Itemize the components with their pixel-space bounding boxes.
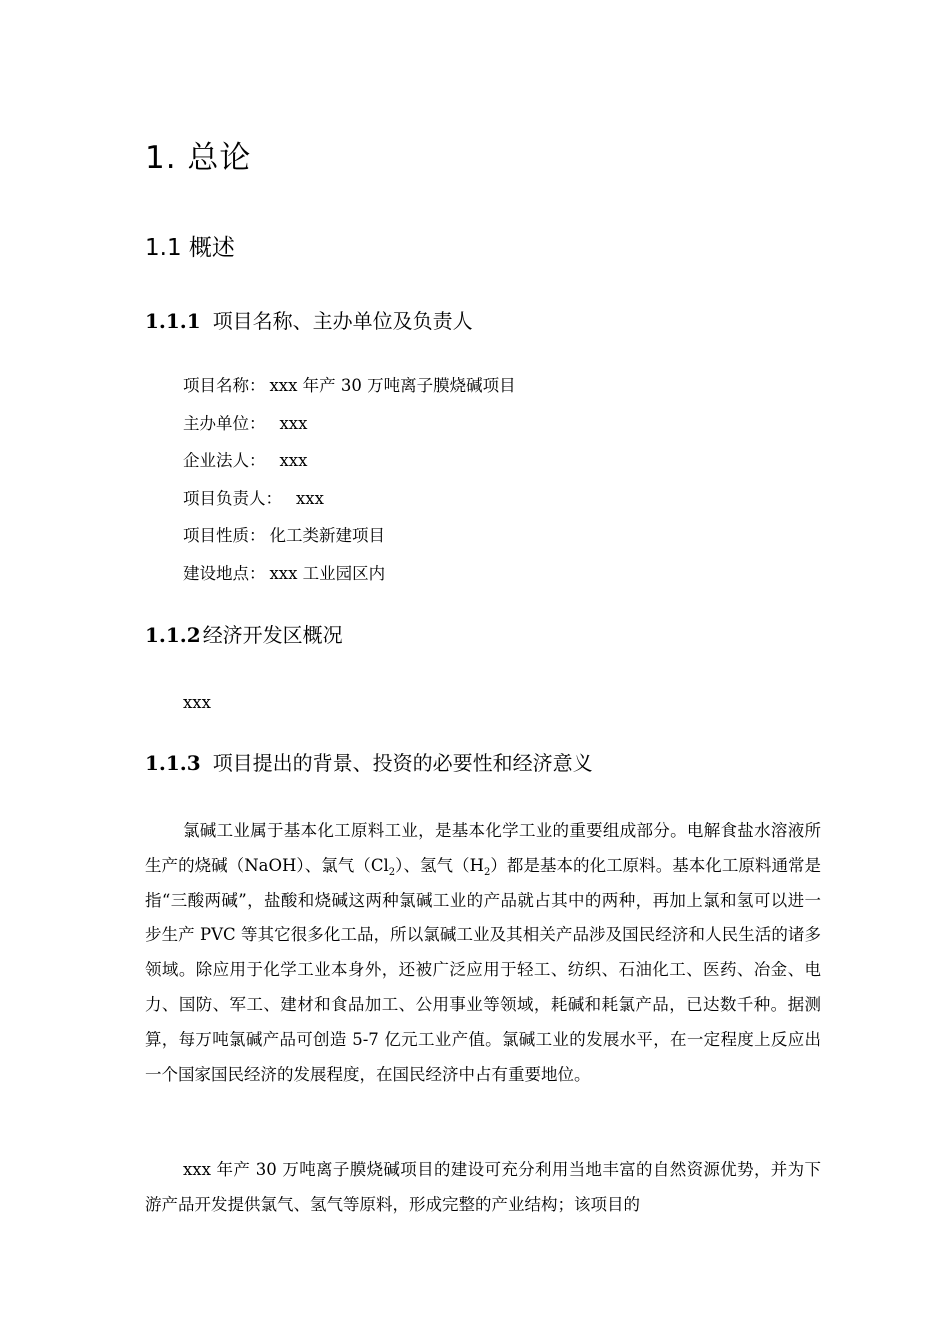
project-significance-paragraph: xxx 年产 30 万吨离子膜烧碱项目的建设可充分利用当地丰富的自然资源优势，并为下游产品开发提供氯气、氢气等原料，形成完整的产业结构；该项目的	[145, 1160, 821, 1214]
info-item-project-lead	[183, 484, 516, 522]
subscript: 2	[388, 866, 396, 878]
subsection-number: 1.1.2	[145, 623, 201, 647]
subsection-number: 1.1.1	[145, 309, 201, 333]
chapter-title: 1. 总论	[145, 140, 252, 176]
info-value: xxx 年产 30 万吨离子膜烧碱项目	[269, 376, 516, 395]
subsection-title: 经济开发区概况	[202, 623, 343, 647]
project-info-list	[183, 371, 516, 596]
info-value: xxx	[296, 488, 324, 508]
subsection-number: 1.1.3	[145, 751, 201, 775]
info-label: 项目负责人：	[183, 488, 282, 508]
info-item-project-name	[183, 371, 516, 409]
subsection-1-1-2-heading	[145, 620, 343, 650]
paragraph-text: ）都是基本的化工原料。基本化工原料通常是指“三酸两碱”，盐酸和烧碱这两种氯碱工业的产品就占其中的两种，再加上氯和氢可以进一步生产 PVC 等其它很多化工品，所以氯碱工业及其相关产品涉及国民经济和人民生活的诸多领域。除应用于化学工业本身外，还被广泛应用于轻工、纺织、石油化工、医药、冶金、电力、国防、军工、建材和食品加工、公用事业等领域，耗碱和耗氯产品，已达数千种。据测算，每万吨氯碱产品可创造 5-7 亿元工业产值。氯碱工业的发展水平，在一定程度上反应出一个国家国民经济的发展程度，在国民经济中占有重要地位。	[145, 855, 822, 1084]
paragraph-text: 氯碱工业属于基本化工原料工业，是基本化学工业的重要组成部分。电解食盐水溶液所生产的烧碱（NaOH）、氯气（Cl	[145, 821, 821, 875]
info-label: 项目名称：	[183, 376, 266, 395]
info-item-legal-person	[183, 446, 516, 484]
subsection-title: 项目提出的背景、投资的必要性和经济意义	[212, 751, 593, 775]
subsection-1-1-3-heading	[145, 748, 593, 778]
info-label: 建设地点：	[183, 563, 266, 583]
info-value: xxx 工业园区内	[269, 563, 386, 583]
background-paragraph	[145, 814, 821, 1164]
info-value: xxx	[279, 413, 308, 433]
info-value: xxx	[279, 451, 308, 470]
paragraph-text: ）、氢气（H	[395, 855, 484, 875]
subsection-title: 项目名称、主办单位及负责人	[212, 309, 473, 333]
info-label: 企业法人：	[183, 451, 266, 470]
info-item-project-nature	[183, 521, 516, 559]
info-label: 项目性质：	[183, 526, 266, 545]
info-value: 化工类新建项目	[269, 526, 385, 545]
info-item-location	[183, 559, 516, 597]
subscript: 2	[483, 866, 491, 878]
info-item-sponsor	[183, 409, 516, 447]
subsection-1-1-1-heading	[145, 306, 473, 336]
zone-overview-text: xxx	[183, 693, 211, 712]
section-title: 1.1 概述	[145, 235, 235, 261]
info-label: 主办单位：	[183, 413, 266, 433]
